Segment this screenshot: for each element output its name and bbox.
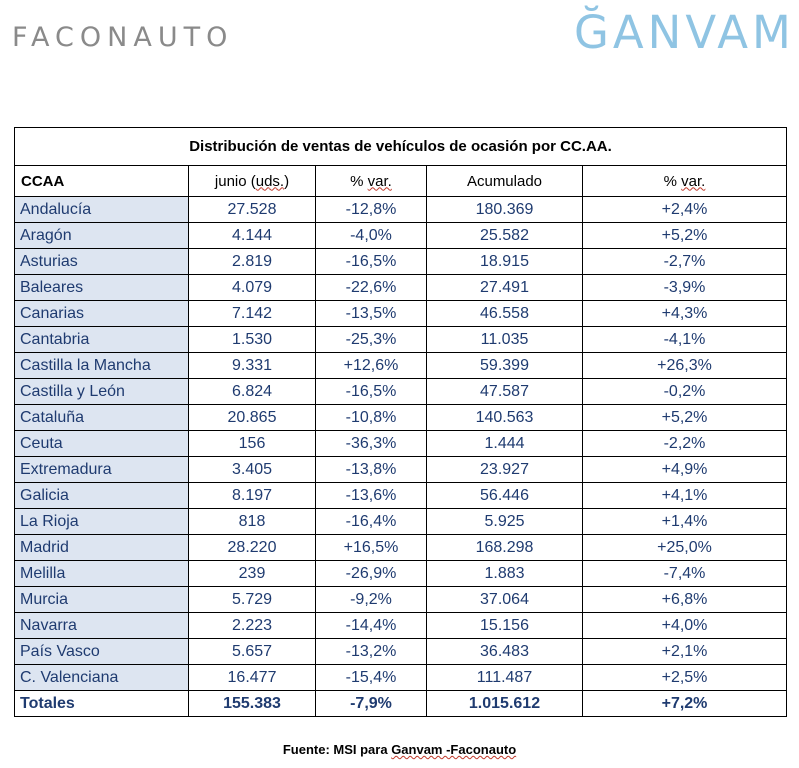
var-junio-cell: -7,9% bbox=[316, 691, 427, 717]
var-junio-cell: -13,8% bbox=[316, 457, 427, 483]
region-cell: Asturias bbox=[15, 249, 189, 275]
var-junio-cell: -25,3% bbox=[316, 327, 427, 353]
table-row bbox=[15, 587, 787, 613]
junio-cell: 2.223 bbox=[189, 613, 316, 639]
region-cell: Murcia bbox=[15, 587, 189, 613]
footer-prefix: Fuente: MSI para bbox=[282, 742, 392, 757]
region-cell: C. Valenciana bbox=[15, 665, 189, 691]
var-acumulado-cell: +7,2% bbox=[583, 691, 787, 717]
junio-cell: 9.331 bbox=[189, 353, 316, 379]
var-acumulado-cell: -7,4% bbox=[583, 561, 787, 587]
junio-cell: 1.530 bbox=[189, 327, 316, 353]
junio-cell: 27.528 bbox=[189, 197, 316, 223]
region-cell: Cataluña bbox=[15, 405, 189, 431]
var-acumulado-cell: +5,2% bbox=[583, 223, 787, 249]
acumulado-cell: 27.491 bbox=[427, 275, 583, 301]
var-junio-cell: +16,5% bbox=[316, 535, 427, 561]
acumulado-cell: 25.582 bbox=[427, 223, 583, 249]
sales-table bbox=[14, 127, 787, 717]
region-cell: Extremadura bbox=[15, 457, 189, 483]
header-var-junio bbox=[316, 166, 427, 197]
table-row bbox=[15, 509, 787, 535]
acumulado-cell: 5.925 bbox=[427, 509, 583, 535]
table-row bbox=[15, 665, 787, 691]
table-row bbox=[15, 405, 787, 431]
var-junio-cell: -13,6% bbox=[316, 483, 427, 509]
region-cell: Galicia bbox=[15, 483, 189, 509]
var-acumulado-cell: +1,4% bbox=[583, 509, 787, 535]
var-junio-cell: -22,6% bbox=[316, 275, 427, 301]
junio-cell: 16.477 bbox=[189, 665, 316, 691]
var-acumulado-cell: +4,0% bbox=[583, 613, 787, 639]
region-cell: Castilla la Mancha bbox=[15, 353, 189, 379]
var-junio-cell: -14,4% bbox=[316, 613, 427, 639]
var-junio-cell: -16,5% bbox=[316, 249, 427, 275]
var-acumulado-cell: +26,3% bbox=[583, 353, 787, 379]
region-cell: Castilla y León bbox=[15, 379, 189, 405]
acumulado-cell: 11.035 bbox=[427, 327, 583, 353]
region-cell: País Vasco bbox=[15, 639, 189, 665]
var-acumulado-cell: +4,9% bbox=[583, 457, 787, 483]
table-row bbox=[15, 639, 787, 665]
acumulado-cell: 23.927 bbox=[427, 457, 583, 483]
var-acumulado-cell: +4,3% bbox=[583, 301, 787, 327]
table-row bbox=[15, 301, 787, 327]
var-acumulado-cell: +6,8% bbox=[583, 587, 787, 613]
region-cell: Navarra bbox=[15, 613, 189, 639]
table-row bbox=[15, 535, 787, 561]
acumulado-cell: 1.883 bbox=[427, 561, 583, 587]
acumulado-cell: 56.446 bbox=[427, 483, 583, 509]
junio-cell: 28.220 bbox=[189, 535, 316, 561]
var-acumulado-cell: +5,2% bbox=[583, 405, 787, 431]
var-acumulado-cell: -3,9% bbox=[583, 275, 787, 301]
junio-cell: 5.657 bbox=[189, 639, 316, 665]
region-cell: Andalucía bbox=[15, 197, 189, 223]
header-var-junio-word: var. bbox=[367, 172, 392, 190]
table-row bbox=[15, 457, 787, 483]
table-row bbox=[15, 275, 787, 301]
acumulado-cell: 47.587 bbox=[427, 379, 583, 405]
var-acumulado-cell: +2,1% bbox=[583, 639, 787, 665]
header-var-acumulado-word: var. bbox=[681, 172, 706, 190]
header-junio-close: ) bbox=[284, 172, 290, 190]
var-junio-cell: -13,2% bbox=[316, 639, 427, 665]
junio-cell: 239 bbox=[189, 561, 316, 587]
acumulado-cell: 180.369 bbox=[427, 197, 583, 223]
var-acumulado-cell: +25,0% bbox=[583, 535, 787, 561]
acumulado-cell: 1.444 bbox=[427, 431, 583, 457]
header-junio-unit: uds. bbox=[255, 172, 285, 190]
junio-cell: 156 bbox=[189, 431, 316, 457]
table-title-row bbox=[15, 128, 787, 166]
junio-cell: 8.197 bbox=[189, 483, 316, 509]
var-acumulado-cell: -0,2% bbox=[583, 379, 787, 405]
ganvam-logo: ĞANVAM bbox=[574, 6, 795, 59]
faconauto-logo: FACONAUTO bbox=[12, 22, 234, 53]
table-row bbox=[15, 353, 787, 379]
table-header-row bbox=[15, 166, 787, 197]
acumulado-cell: 111.487 bbox=[427, 665, 583, 691]
var-acumulado-cell: +2,4% bbox=[583, 197, 787, 223]
footer-source: Ganvam -Faconauto bbox=[391, 742, 517, 757]
acumulado-cell: 46.558 bbox=[427, 301, 583, 327]
var-junio-cell: -16,5% bbox=[316, 379, 427, 405]
acumulado-cell: 37.064 bbox=[427, 587, 583, 613]
region-cell: Ceuta bbox=[15, 431, 189, 457]
var-junio-cell: -13,5% bbox=[316, 301, 427, 327]
var-junio-cell: -36,3% bbox=[316, 431, 427, 457]
table-row bbox=[15, 327, 787, 353]
region-cell: Canarias bbox=[15, 301, 189, 327]
region-cell: Baleares bbox=[15, 275, 189, 301]
region-cell: La Rioja bbox=[15, 509, 189, 535]
var-acumulado-cell: -4,1% bbox=[583, 327, 787, 353]
var-junio-cell: -9,2% bbox=[316, 587, 427, 613]
var-junio-cell: -4,0% bbox=[316, 223, 427, 249]
junio-cell: 20.865 bbox=[189, 405, 316, 431]
table-row bbox=[15, 483, 787, 509]
acumulado-cell: 15.156 bbox=[427, 613, 583, 639]
junio-cell: 155.383 bbox=[189, 691, 316, 717]
region-cell: Melilla bbox=[15, 561, 189, 587]
junio-cell: 4.144 bbox=[189, 223, 316, 249]
header-junio bbox=[189, 166, 316, 197]
header-var-junio-prefix: % bbox=[350, 172, 368, 190]
header-junio-text: junio ( bbox=[214, 172, 256, 190]
table-row bbox=[15, 249, 787, 275]
var-acumulado-cell: -2,2% bbox=[583, 431, 787, 457]
acumulado-cell: 36.483 bbox=[427, 639, 583, 665]
junio-cell: 3.405 bbox=[189, 457, 316, 483]
header-acumulado: Acumulado bbox=[427, 166, 583, 197]
source-footer bbox=[0, 742, 799, 757]
var-junio-cell: -26,9% bbox=[316, 561, 427, 587]
region-cell: Aragón bbox=[15, 223, 189, 249]
region-cell: Cantabria bbox=[15, 327, 189, 353]
var-junio-cell: -16,4% bbox=[316, 509, 427, 535]
region-cell: Madrid bbox=[15, 535, 189, 561]
table-row bbox=[15, 379, 787, 405]
table-row bbox=[15, 223, 787, 249]
totals-row bbox=[15, 691, 787, 717]
sales-table-container bbox=[14, 127, 786, 717]
var-junio-cell: -12,8% bbox=[316, 197, 427, 223]
var-acumulado-cell: -2,7% bbox=[583, 249, 787, 275]
var-junio-cell: +12,6% bbox=[316, 353, 427, 379]
table-title: Distribución de ventas de vehículos de ocasión por CC.AA. bbox=[15, 128, 787, 166]
acumulado-cell: 18.915 bbox=[427, 249, 583, 275]
region-cell: Totales bbox=[15, 691, 189, 717]
table-row bbox=[15, 561, 787, 587]
acumulado-cell: 59.399 bbox=[427, 353, 583, 379]
junio-cell: 818 bbox=[189, 509, 316, 535]
header-var-acumulado-prefix: % bbox=[663, 172, 682, 190]
table-row bbox=[15, 197, 787, 223]
var-acumulado-cell: +4,1% bbox=[583, 483, 787, 509]
var-junio-cell: -10,8% bbox=[316, 405, 427, 431]
junio-cell: 4.079 bbox=[189, 275, 316, 301]
junio-cell: 2.819 bbox=[189, 249, 316, 275]
junio-cell: 7.142 bbox=[189, 301, 316, 327]
junio-cell: 6.824 bbox=[189, 379, 316, 405]
table-row bbox=[15, 431, 787, 457]
var-junio-cell: -15,4% bbox=[316, 665, 427, 691]
acumulado-cell: 168.298 bbox=[427, 535, 583, 561]
var-acumulado-cell: +2,5% bbox=[583, 665, 787, 691]
header-ccaa: CCAA bbox=[15, 166, 189, 197]
header-var-acumulado bbox=[583, 166, 787, 197]
acumulado-cell: 140.563 bbox=[427, 405, 583, 431]
acumulado-cell: 1.015.612 bbox=[427, 691, 583, 717]
table-row bbox=[15, 613, 787, 639]
junio-cell: 5.729 bbox=[189, 587, 316, 613]
